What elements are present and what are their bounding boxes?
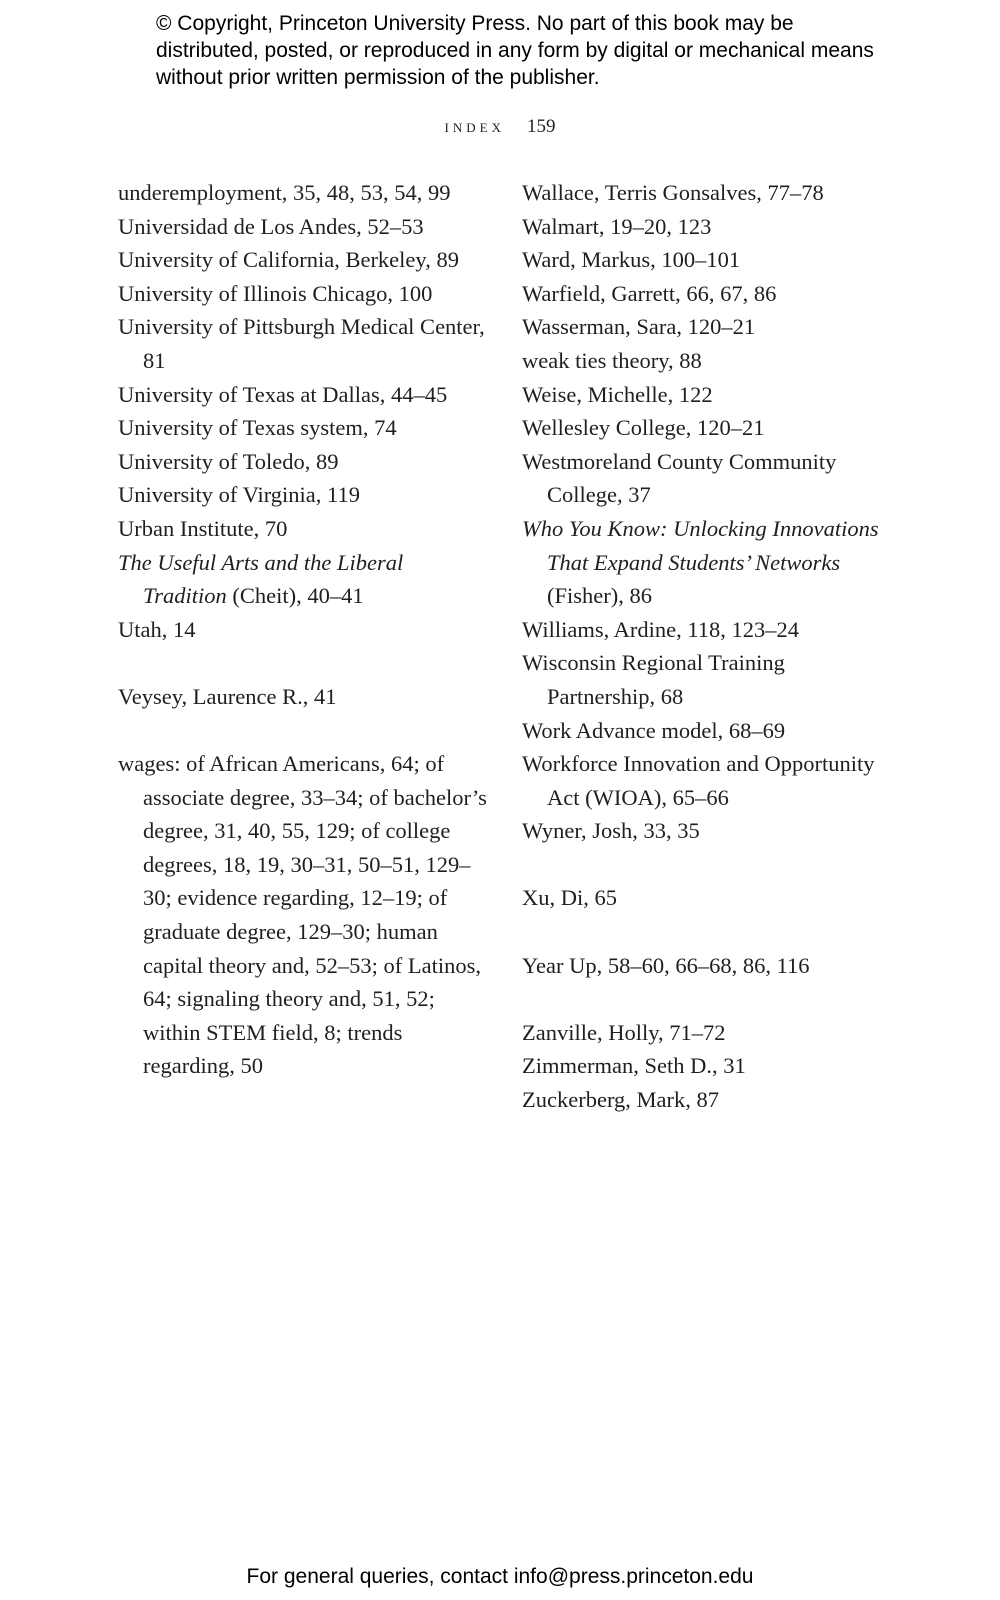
index-entry: Year Up, 58–60, 66–68, 86, 116 [522,952,810,978]
index-entry: University of Texas at Dallas, 44–45 [118,381,448,407]
index-entry: Wyner, Josh, 33, 35 [522,818,700,844]
index-entry: Weise, Michelle, 122 [522,381,713,407]
index-entry: Universidad de Los Andes, 52–53 [118,213,424,239]
index-entry: University of California, Berkeley, 89 [118,247,459,273]
index-entry: Zuckerberg, Mark, 87 [522,1087,720,1113]
index-entry: Zimmerman, Seth D., 31 [522,1053,746,1079]
index-entry: Urban Institute, 70 [118,515,288,541]
index-entry: Ward, Markus, 100–101 [522,247,741,273]
index-entry: Williams, Ardine, 118, 123–24 [522,616,799,642]
book-title: Who You Know: Unlocking Innovations That Expand Students’ Networks [522,515,879,575]
index-entry: wages: of African Americans, 64; of associate degree, 33–34; of bachelor’s degree, 31, 40, 55, 129; of college degrees, 18, 19, 30–31, 50–51, 129–30; evidence regarding, 12–19; of graduate degree, 129–30; human capital theory and, 52–53; of Latinos, 64; signaling theory and, 51, 52; within STEM field, 8; trends regarding, 50 [118,751,487,1079]
index-column-right [522,176,894,1117]
index-entry: University of Virginia, 119 [118,482,360,508]
index-entry: Wasserman, Sara, 120–21 [522,314,756,340]
index-entry: University of Texas system, 74 [118,415,397,441]
index-entry: University of Pittsburgh Medical Center, 81 [118,314,485,373]
index-entry: Work Advance model, 68–69 [522,717,786,743]
index-entry: Warfield, Garrett, 66, 67, 86 [522,280,777,306]
index-entry: University of Illinois Chicago, 100 [118,280,433,306]
index-entry: Utah, 14 [118,616,196,642]
index-entry [522,512,894,613]
index-entry [118,546,490,613]
index-entry: weak ties theory, 88 [522,347,702,373]
index-entry: Xu, Di, 65 [522,885,617,911]
index-entry: Veysey, Laurence R., 41 [118,683,337,709]
index-entry: Walmart, 19–20, 123 [522,213,712,239]
index-entry: Wallace, Terris Gonsalves, 77–78 [522,180,824,205]
copyright-notice: © Copyright, Princeton University Press. No part of this book may be distributed, posted, or reproduced in any form by digital or mechanical means without prior written permission of the publisher. [156,12,874,89]
index-entry: University of Toledo, 89 [118,448,339,474]
index-entry: underemployment, 35, 48, 53, 54, 99 [118,180,451,205]
book-title: The Useful Arts and the Liberal Tradition [118,549,404,609]
running-head [0,116,1000,138]
index-column-left [118,176,490,1083]
index-entry: Zanville, Holly, 71–72 [522,1019,726,1045]
index-entry: Wisconsin Regional Training Partnership, 68 [522,650,785,709]
entry-locator: (Cheit), 40–41 [226,583,364,609]
index-entry: Workforce Innovation and Opportunity Act (WIOA), 65–66 [522,751,875,810]
index-entry: Wellesley College, 120–21 [522,415,765,441]
footer-contact: For general queries, contact info@press.princeton.edu [246,1565,754,1588]
index-entry: Westmoreland County Community College, 37 [522,448,837,508]
entry-locator: (Fisher), 86 [547,583,652,609]
page-number: 159 [526,116,556,137]
running-head-label: index [444,116,505,137]
